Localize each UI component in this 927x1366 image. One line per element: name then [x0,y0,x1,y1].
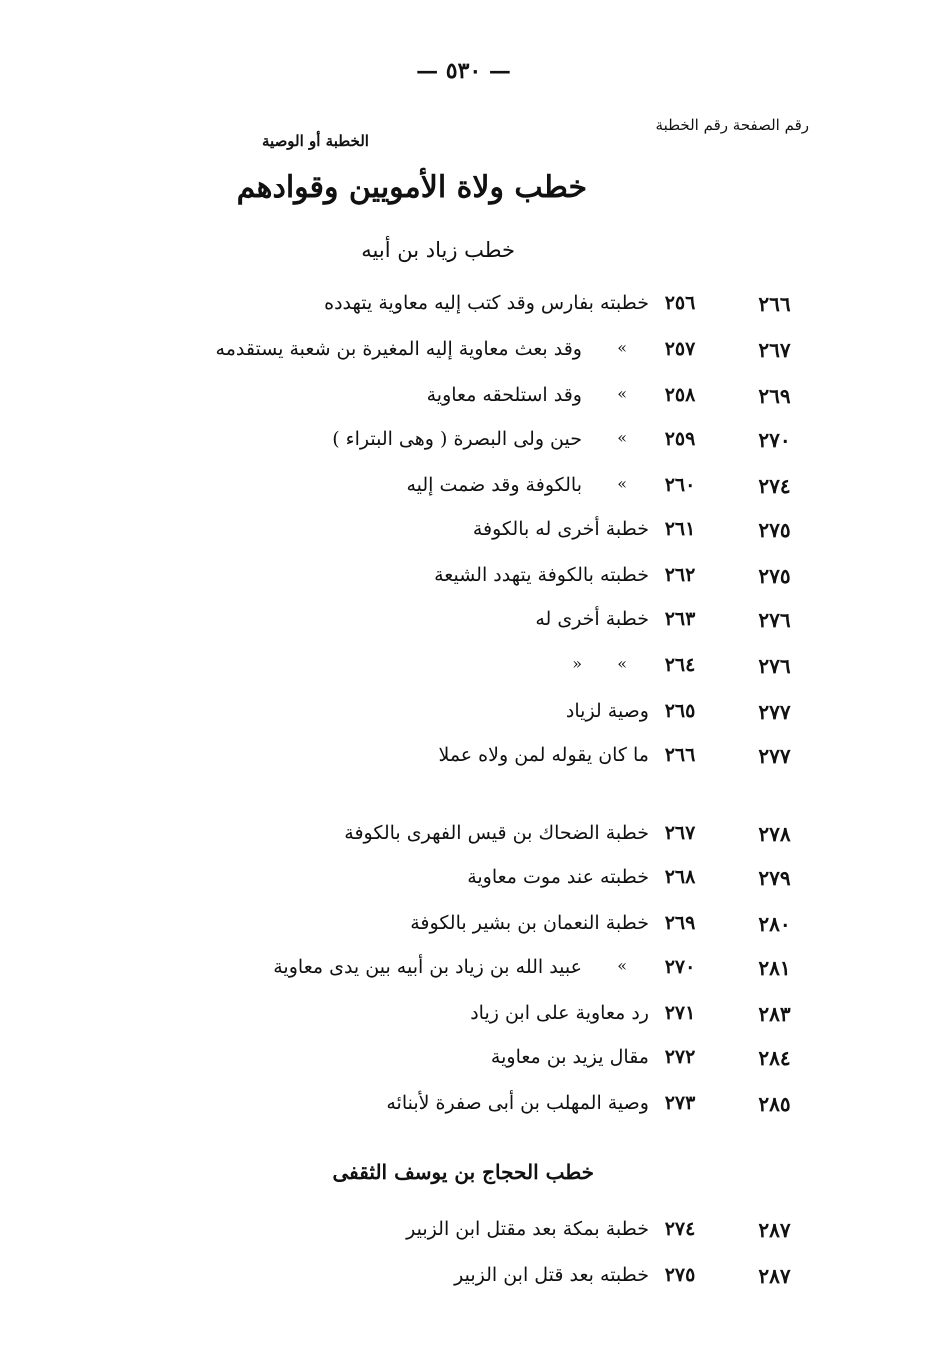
speech-title: « [572,654,582,673]
speech-title: خطبة أخرى له [535,608,649,630]
section-title: خطب ولاة الأمويين وقوادهم [236,170,587,205]
page-ref: ٢٨٧ [758,1218,791,1242]
speech-number: ٢٧٢ [664,1046,696,1068]
page-ref: ٢٧٧ [758,744,791,768]
toc-row [0,608,927,644]
column-header-page-and-number: رقم الصفحة رقم الخطبة [655,116,809,134]
speech-number: ٢٦٩ [664,912,696,934]
toc-row [0,822,927,858]
speech-number: ٢٦٤ [664,654,696,676]
page-ref: ٢٨١ [758,956,791,980]
column-header-title: الخطبة أو الوصية [262,132,369,150]
speech-number: ٢٦٦ [664,744,696,766]
speech-title: خطبته بفارس وقد كتب إليه معاوية يتهدده [324,292,649,314]
speech-number: ٢٥٩ [664,428,696,450]
page-ref: ٢٧٨ [758,822,791,846]
page-ref: ٢٧٧ [758,700,791,724]
speech-title: خطبة النعمان بن بشير بالكوفة [410,912,649,934]
speech-number: ٢٧٤ [664,1218,696,1240]
ditto-mark: « [617,428,627,447]
speech-title: خطبته بالكوفة يتهدد الشيعة [434,564,649,586]
speech-number: ٢٦٢ [664,564,696,586]
subsection-heading-hajjaj: خطب الحجاج بن يوسف الثقفى [332,1160,594,1184]
toc-row [0,1046,927,1082]
speech-title: ما كان يقوله لمن ولاه عملا [438,744,649,766]
ditto-mark: « [617,474,627,493]
toc-row [0,428,927,464]
toc-row [0,338,927,374]
speech-title: رد معاوية على ابن زياد [470,1002,649,1024]
toc-row [0,866,927,902]
page-ref: ٢٨٧ [758,1264,791,1288]
speech-number: ٢٦٨ [664,866,696,888]
page-ref: ٢٧٤ [758,474,791,498]
speech-title: وصية لزياد [565,700,649,722]
page-ref: ٢٧٩ [758,866,791,890]
toc-row [0,1218,927,1254]
speech-title: خطبة أخرى له بالكوفة [472,518,649,540]
page-ref: ٢٦٩ [758,384,791,408]
toc-row [0,1002,927,1038]
ditto-mark: « [617,654,627,673]
toc-row [0,518,927,554]
page-ref: ٢٧٥ [758,564,791,588]
ditto-mark: « [617,338,627,357]
toc-row [0,912,927,948]
speech-number: ٢٧٣ [664,1092,696,1114]
speech-number: ٢٥٨ [664,384,696,406]
speech-title: وصية المهلب بن أبى صفرة لأبنائه [386,1092,649,1114]
speech-title: خطبة بمكة بعد مقتل ابن الزبير [406,1218,649,1240]
speech-number: ٢٥٧ [664,338,696,360]
speech-number: ٢٦٠ [664,474,696,496]
toc-row [0,654,927,690]
speech-title: خطبته عند موت معاوية [467,866,649,888]
speech-title: بالكوفة وقد ضمت إليه [406,474,582,496]
page-ref: ٢٨٥ [758,1092,791,1116]
page-ref: ٢٨٠ [758,912,791,936]
page-ref: ٢٧٦ [758,608,791,632]
speech-number: ٢٦٣ [664,608,696,630]
speech-title: وقد استلحقه معاوية [426,384,582,406]
toc-row [0,744,927,780]
toc-row [0,384,927,420]
toc-row [0,292,927,328]
speech-title: حين ولى البصرة ( وهى البتراء ) [332,428,582,450]
speech-number: ٢٧١ [664,1002,696,1024]
page-ref: ٢٧٥ [758,518,791,542]
speech-number: ٢٦١ [664,518,696,540]
speech-number: ٢٧٠ [664,956,696,978]
toc-row [0,956,927,992]
page-number: — ٥٣٠ — [416,58,511,84]
speech-number: ٢٦٥ [664,700,696,722]
page-ref: ٢٧٦ [758,654,791,678]
speech-number: ٢٧٥ [664,1264,696,1286]
toc-row [0,1092,927,1128]
page-ref: ٢٦٦ [758,292,791,316]
speech-title: وقد بعث معاوية إليه المغيرة بن شعبة يستقدمه [215,338,582,360]
page-ref: ٢٦٧ [758,338,791,362]
toc-row [0,700,927,736]
speech-number: ٢٦٧ [664,822,696,844]
page-ref: ٢٨٣ [758,1002,791,1026]
subsection-heading-ziyad: خطب زياد بن أبيه [361,238,515,262]
page-ref: ٢٨٤ [758,1046,791,1070]
speech-title: مقال يزيد بن معاوية [490,1046,649,1068]
speech-title: خطبته بعد قتل ابن الزبير [454,1264,649,1286]
toc-row [0,1264,927,1300]
speech-title: عبيد الله بن زياد بن أبيه بين يدى معاوية [273,956,582,978]
speech-number: ٢٥٦ [664,292,696,314]
ditto-mark: « [617,384,627,403]
toc-row [0,564,927,600]
toc-row [0,474,927,510]
ditto-mark: « [617,956,627,975]
page-ref: ٢٧٠ [758,428,791,452]
speech-title: خطبة الضحاك بن قيس الفهرى بالكوفة [344,822,649,844]
